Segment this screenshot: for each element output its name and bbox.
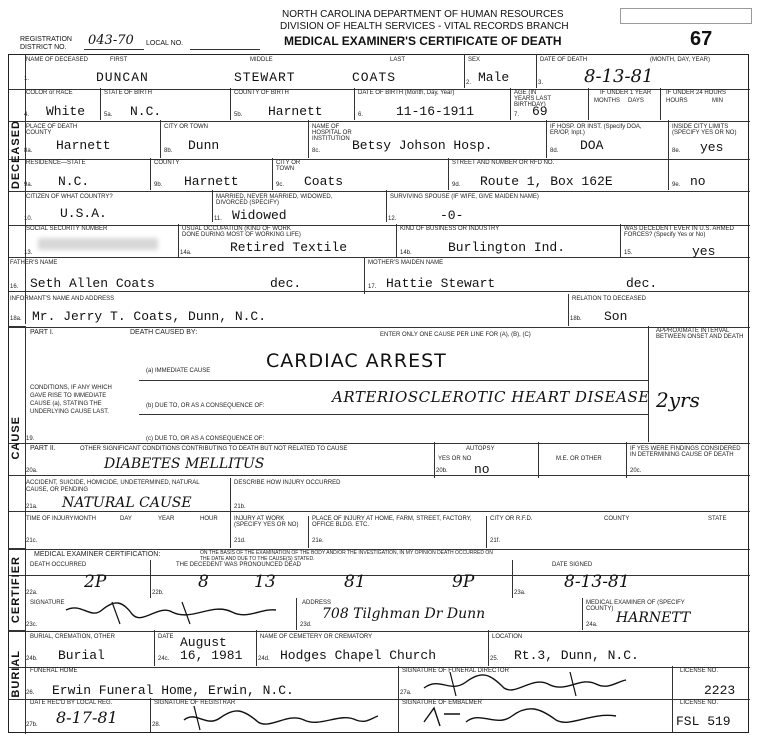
- num-24b: 24c.: [158, 656, 170, 662]
- label-hours: HOURS: [666, 98, 688, 104]
- num-20b: 20b.: [436, 468, 448, 474]
- value-informant: Mr. Jerry T. Coats, Dunn, N.C.: [32, 309, 267, 324]
- label-pronounced: THE DECEDENT WAS PRONOUNCED DEAD: [176, 562, 302, 568]
- row-rule: [9, 443, 750, 444]
- label-occupation: USUAL OCCUPATION (KIND OF WORK DONE DURING MOST OF WORKING LIFE): [182, 226, 301, 238]
- num-22a: 22a.: [26, 590, 38, 596]
- num-9e: 9e.: [672, 182, 681, 188]
- num-26: 27a.: [400, 690, 412, 696]
- label-sig-funeral-director: SIGNATURE OF FUNERAL DIRECTOR: [402, 668, 509, 674]
- col-rule: [538, 442, 539, 478]
- num-27a: 27b.: [26, 722, 38, 728]
- num-23c: 23d.: [300, 622, 312, 628]
- label-county-col: COUNTY: [604, 516, 630, 522]
- col-rule: [536, 54, 537, 88]
- col-rule: [364, 258, 365, 294]
- value-burial-date: August 16, 1981: [180, 635, 243, 663]
- num-25: 26.: [26, 690, 35, 696]
- num-20a: 20a.: [26, 468, 38, 474]
- corner-stamp-box: [620, 8, 752, 24]
- row-rule: [9, 159, 750, 160]
- row-rule: [9, 667, 750, 668]
- num-23b: 23c.: [26, 622, 38, 628]
- num-21f: 21f.: [490, 538, 501, 544]
- row-rule: [9, 291, 750, 292]
- col-rule: [626, 442, 627, 478]
- value-date-received: 8-17-81: [56, 708, 118, 727]
- col-rule: [212, 190, 213, 222]
- value-immediate-cause: CARDIAC ARREST: [266, 350, 447, 372]
- num-24a: 24b.: [26, 656, 38, 662]
- section-burial: BURIAL: [10, 650, 22, 698]
- num-17: 17.: [368, 284, 377, 290]
- label-one-cause: ENTER ONLY ONE CAUSE PER LINE FOR (A), (B), (C): [380, 332, 531, 338]
- section-certifier: CERTIFIER: [10, 556, 22, 624]
- col-rule: [648, 326, 649, 442]
- num-8a: 8a.: [24, 148, 33, 154]
- label-conditions: CONDITIONS, IF ANY WHICH GAVE RISE TO IMMEDIATE CAUSE (a), STATING THE UNDERLYING CAUSE LAST.: [30, 385, 112, 415]
- label-part1: PART I.: [30, 329, 54, 336]
- col-rule: [308, 120, 309, 158]
- label-if-yes: IF YES WERE FINDINGS CONSIDERED IN DETERMINING CAUSE OF DEATH: [630, 446, 741, 458]
- value-hospital: Betsy Johson Hosp.: [352, 138, 493, 153]
- label-death-occurred: DEATH OCCURRED: [30, 562, 87, 568]
- num-3: 3.: [538, 80, 544, 86]
- num-8d: 8d.: [550, 148, 559, 154]
- local-underline: [190, 49, 260, 50]
- value-mother: Hattie Stewart: [386, 276, 496, 291]
- label-state-col: STATE: [708, 516, 727, 522]
- row-rule: [9, 699, 750, 700]
- label-year: YEAR: [158, 516, 175, 522]
- num-2: 2.: [466, 80, 472, 86]
- label-me-cert-text: ON THE BASIS OF THE EXAMINATION OF THE BODY AND/OR THE INVESTIGATION, IN MY OPINION DEATH OCCURRED ON THE DATE AND DUE TO THE CAUSE(S) STATED.: [200, 550, 493, 562]
- num-18b: 18b.: [570, 316, 582, 322]
- value-cause-b: ARTERIOSCLEROTIC HEART DISEASE: [332, 388, 650, 406]
- registrar-signature: [180, 704, 380, 732]
- cause-rule: [139, 414, 649, 415]
- label-sex: SEX: [468, 57, 481, 63]
- value-first-name: DUNCAN: [96, 70, 149, 85]
- label-funeral-home: FUNERAL HOME: [30, 668, 78, 674]
- label-date-signed: DATE SIGNED: [552, 562, 593, 568]
- label-hour: HOUR: [200, 516, 218, 522]
- local-number-label: LOCAL NO.: [146, 40, 184, 47]
- certificate-title: MEDICAL EXAMINER'S CERTIFICATE OF DEATH: [284, 34, 562, 48]
- num-11: 11.: [214, 216, 222, 222]
- form-number: 67: [690, 28, 713, 50]
- num-21d: 21d.: [234, 538, 246, 544]
- num-21a: 21a.: [26, 504, 38, 510]
- value-marital: Widowed: [232, 208, 287, 223]
- col-rule: [396, 224, 397, 258]
- registration-district-label: REGISTRATION DISTRICT NO.: [20, 36, 72, 51]
- col-rule: [386, 190, 387, 222]
- label-residence-state: RESIDENCE—STATE: [26, 160, 86, 166]
- col-rule: [308, 516, 309, 548]
- label-date-birth: DATE OF BIRTH (Month, Day, Year): [358, 90, 455, 96]
- label-middle: MIDDLE: [250, 57, 273, 63]
- value-manner: NATURAL CAUSE: [62, 495, 192, 511]
- num-15: 15.: [624, 250, 633, 256]
- label-me-cert: MEDICAL EXAMINER CERTIFICATION:: [34, 551, 161, 558]
- section-deceased: DECEASED: [10, 120, 22, 190]
- label-street: STREET AND NUMBER OR RFD NO.: [452, 160, 555, 166]
- value-autopsy: no: [474, 462, 490, 477]
- value-state-birth: N.C.: [130, 104, 162, 119]
- col-rule: [582, 598, 583, 630]
- funeral-director-signature: [420, 670, 630, 698]
- label-if-hosp: IF HOSP. OR INST. (Specify DOA, ER/OP, Inpt.): [550, 124, 642, 136]
- num-1: 1.: [24, 76, 30, 82]
- label-sig-embalmer: SIGNATURE OF EMBALMER: [402, 700, 482, 706]
- label-death-caused-by: DEATH CAUSED BY:: [130, 329, 198, 336]
- col-rule: [546, 120, 547, 158]
- agency-line-1: NORTH CAROLINA DEPARTMENT OF HUMAN RESOURCES: [282, 9, 564, 20]
- label-under-1: IF UNDER 1 YEAR: [600, 90, 652, 96]
- value-date-signed: 8-13-81: [564, 572, 630, 592]
- label-under-24: IF UNDER 24 HOURS: [666, 90, 727, 96]
- value-pron-year: 81: [344, 572, 366, 592]
- col-rule: [354, 88, 355, 120]
- label-city-town: CITY OR TOWN: [164, 124, 209, 130]
- section-cause: CAUSE: [10, 416, 22, 460]
- label-hospital: NAME OF HOSPITAL OR INSTITUTION: [312, 124, 352, 142]
- label-interval: APPROXIMATE INTERVAL BETWEEN ONSET AND DEATH: [656, 328, 744, 340]
- value-death-city: Dunn: [188, 138, 220, 153]
- label-county-birth: COUNTY OF BIRTH: [234, 90, 289, 96]
- value-license-1: 2223: [704, 683, 736, 698]
- col-rule: [672, 666, 673, 732]
- embalmer-signature: [420, 704, 620, 732]
- label-res-city: CITY OR TOWN: [276, 160, 301, 172]
- value-date-of-death: 8-13-81: [584, 66, 654, 87]
- label-last: LAST: [390, 57, 406, 63]
- label-months: MONTHS: [594, 98, 620, 104]
- label-age: AGE (IN YEARS LAST BIRTHDAY): [514, 90, 551, 108]
- label-license-1: LICENSE NO.: [680, 668, 719, 674]
- value-citizen: U.S.A.: [60, 206, 107, 221]
- label-first: FIRST: [110, 57, 128, 63]
- value-age: 69: [532, 104, 548, 119]
- value-father-dec: dec.: [270, 276, 302, 291]
- value-last-name: COATS: [352, 70, 397, 85]
- num-7: 7.: [514, 112, 520, 118]
- label-due-b: (b) DUE TO, OR AS A CONSEQUENCE OF:: [146, 403, 265, 409]
- row-rule: [9, 257, 750, 258]
- col-rule: [272, 158, 273, 190]
- district-number: 043-70: [88, 33, 134, 48]
- value-license-2: FSL 519: [676, 714, 731, 729]
- value-inside-city-2: no: [690, 174, 706, 189]
- num-21b: 21b.: [234, 504, 246, 510]
- label-mother: MOTHER'S MAIDEN NAME: [368, 260, 444, 266]
- num-23a: 23a.: [514, 590, 526, 596]
- label-license-2: LICENSE NO.: [680, 700, 719, 706]
- district-underline: [84, 49, 144, 50]
- value-date-birth: 11-16-1911: [396, 104, 475, 119]
- label-relation: RELATION TO DECEASED: [572, 296, 647, 302]
- num-14a: 14a.: [180, 250, 192, 256]
- label-location: LOCATION: [492, 634, 523, 640]
- num-5a: 5a.: [104, 112, 113, 118]
- row-rule: [9, 475, 750, 476]
- col-rule: [398, 666, 399, 698]
- label-part2: PART II.: [30, 445, 56, 452]
- col-rule: [150, 698, 151, 732]
- num-27b: 28.: [152, 722, 161, 728]
- label-res-county: COUNTY: [154, 160, 180, 166]
- num-21e: 21e.: [312, 538, 324, 544]
- label-date-of-death: DATE OF DEATH: [540, 57, 588, 63]
- num-16: 16.: [10, 284, 19, 290]
- num-8e: 8e.: [672, 148, 681, 154]
- row-rule: [9, 511, 750, 512]
- value-father: Seth Allen Coats: [30, 276, 155, 291]
- num-24d: 25.: [490, 656, 499, 662]
- label-name: NAME OF DECEASED: [26, 57, 89, 63]
- col-rule: [568, 294, 569, 326]
- col-rule: [230, 478, 231, 516]
- value-relation: Son: [604, 309, 628, 324]
- label-signature: SIGNATURE: [30, 600, 65, 606]
- label-autopsy: AUTOPSY: [466, 446, 495, 452]
- value-sex: Male: [478, 70, 510, 85]
- agency-line-2: DIVISION OF HEALTH SERVICES - VITAL RECORDS BRANCH: [280, 21, 569, 32]
- col-rule: [668, 120, 669, 190]
- col-rule: [178, 224, 179, 258]
- col-rule: [256, 630, 257, 666]
- label-burial-type: BURIAL, CREMATION, OTHER: [30, 634, 115, 640]
- num-10: 10.: [24, 216, 33, 222]
- label-citizen: CITIZEN OF WHAT COUNTRY?: [26, 194, 113, 200]
- num-9d: 9d.: [452, 182, 461, 188]
- value-cemetery: Hodges Chapel Church: [280, 648, 437, 663]
- value-spouse: -0-: [440, 208, 464, 223]
- value-occupation: Retired Textile: [230, 240, 348, 255]
- label-immediate-cause: (a) IMMEDIATE CAUSE: [146, 368, 211, 374]
- label-informant: INFORMANT'S NAME AND ADDRESS: [10, 296, 115, 302]
- col-rule: [488, 630, 489, 666]
- label-due-c: (c) DUE TO, OR AS A CONSEQUENCE OF:: [146, 436, 265, 442]
- value-death-hour: 2P: [84, 572, 107, 592]
- num-12: 12.: [388, 216, 397, 222]
- col-rule: [660, 88, 661, 120]
- value-me-county: HARNETT: [616, 610, 691, 626]
- label-place-death-county: PLACE OF DEATH COUNTY: [26, 124, 78, 136]
- value-interval-b: 2yrs: [656, 388, 700, 412]
- label-inside-city-1: INSIDE CITY LIMITS (SPECIFY YES OR NO): [672, 124, 737, 136]
- num-20c: 20c.: [630, 468, 642, 474]
- num-6: 6.: [358, 112, 364, 118]
- col-rule: [296, 598, 297, 630]
- value-race: White: [46, 104, 86, 119]
- label-time-injury: TIME OF INJURY: [26, 516, 74, 522]
- value-other-conditions: DIABETES MELLITUS: [104, 456, 265, 472]
- value-me-address: 708 Tilghman Dr Dunn: [322, 606, 486, 622]
- label-city-rfd: CITY OR R.F.D.: [490, 516, 533, 522]
- label-cemetery: NAME OF CEMETERY OR CREMATORY: [260, 634, 373, 640]
- label-state-birth: STATE OF BIRTH: [104, 90, 153, 96]
- label-days: DAYS: [628, 98, 644, 104]
- col-rule: [486, 516, 487, 548]
- value-location: Rt.3, Dunn, N.C.: [514, 648, 639, 663]
- value-funeral-home: Erwin Funeral Home, Erwin, N.C.: [52, 683, 294, 698]
- row-rule: [9, 575, 750, 576]
- num-8c: 8c.: [312, 148, 321, 154]
- value-middle-name: STEWART: [234, 70, 296, 85]
- label-marital: MARRIED, NEVER MARRIED, WIDOWED, DIVORCED (SPECIFY): [216, 194, 333, 206]
- col-rule: [434, 442, 435, 478]
- col-rule: [230, 516, 231, 548]
- row-rule: [9, 327, 750, 328]
- value-res-city: Coats: [304, 174, 344, 189]
- value-street: Route 1, Box 162E: [480, 174, 613, 189]
- col-rule: [398, 698, 399, 732]
- label-date-burial: DATE: [158, 634, 174, 640]
- label-day: DAY: [120, 516, 132, 522]
- value-burial: Burial: [58, 648, 105, 663]
- num-22b: 22b.: [152, 590, 164, 596]
- col-rule: [588, 88, 589, 120]
- col-rule: [464, 54, 465, 88]
- num-24c: 24d.: [258, 656, 270, 662]
- label-other-significant: OTHER SIGNIFICANT CONDITIONS CONTRIBUTING TO DEATH BUT NOT RELATED TO CAUSE: [80, 446, 348, 452]
- cause-rule: [139, 380, 649, 381]
- label-me-other: M.E. OR OTHER: [556, 456, 602, 462]
- value-county-birth: Harnett: [268, 104, 323, 119]
- label-address: ADDRESS: [302, 600, 332, 606]
- num-9c: 9c.: [276, 182, 285, 188]
- col-rule: [150, 560, 151, 598]
- label-place-injury: PLACE OF INJURY AT HOME, FARM, STREET, FACTORY, OFFICE BLDG. ETC.: [312, 516, 472, 528]
- num-19: 19.: [26, 436, 35, 442]
- num-13: 13.: [24, 250, 33, 256]
- col-rule: [512, 560, 513, 598]
- label-me-of: MEDICAL EXAMINER OF (SPECIFY COUNTY): [586, 600, 685, 612]
- label-describe-injury: DESCRIBE HOW INJURY OCCURRED: [234, 480, 341, 486]
- num-8b: 8b.: [164, 148, 173, 154]
- label-injury-work: INJURY AT WORK (SPECIFY YES OR NO): [234, 516, 299, 528]
- row-rule: [9, 121, 750, 122]
- col-rule: [154, 630, 155, 666]
- label-spouse: SURVIVING SPOUSE (IF WIFE, GIVE MAIDEN NAME): [390, 194, 539, 200]
- label-ssn: SOCIAL SECURITY NUMBER: [26, 226, 108, 232]
- num-9b: 9b.: [154, 182, 163, 188]
- value-inside-city-1: yes: [700, 140, 724, 155]
- value-res-county: Harnett: [184, 174, 239, 189]
- value-res-state: N.C.: [58, 174, 90, 189]
- row-rule: [9, 631, 750, 632]
- value-business: Burlington Ind.: [448, 240, 566, 255]
- col-rule: [150, 158, 151, 190]
- label-sig-registrar: SIGNATURE OF REGISTRAR: [154, 700, 236, 706]
- col-rule: [160, 120, 161, 158]
- value-pron-day: 13: [254, 572, 276, 592]
- num-9a: 9a.: [24, 182, 33, 188]
- label-yes-no: YES OR NO: [438, 456, 472, 462]
- label-father: FATHER'S NAME: [10, 260, 58, 266]
- label-month: MONTH: [74, 516, 96, 522]
- col-rule: [230, 88, 231, 120]
- label-min: MIN: [712, 98, 723, 104]
- num-14b: 14b.: [400, 250, 412, 256]
- label-race: COLOR or RACE: [26, 90, 73, 96]
- num-23d: 24a.: [586, 622, 598, 628]
- value-hosp-status: DOA: [580, 138, 604, 153]
- col-rule: [510, 88, 511, 120]
- label-date-received: DATE REC'D BY LOCAL REG.: [30, 700, 113, 706]
- value-mother-dec: dec.: [626, 276, 658, 291]
- me-signature: [62, 598, 282, 628]
- num-5b: 5b.: [234, 112, 243, 118]
- value-death-county: Harnett: [56, 138, 111, 153]
- label-mdy: (MONTH, DAY, YEAR): [650, 57, 711, 63]
- row-rule: [9, 191, 750, 192]
- value-armed-forces: yes: [692, 244, 716, 259]
- num-4: 4.: [24, 112, 30, 118]
- ssn-redacted: [38, 238, 158, 250]
- value-pron-month: 8: [198, 572, 209, 592]
- col-rule: [448, 158, 449, 190]
- col-rule: [100, 88, 101, 120]
- label-business: KIND OF BUSINESS OR INDUSTRY: [400, 226, 500, 232]
- value-pron-hour: 9P: [452, 572, 475, 592]
- label-manner: ACCIDENT, SUICIDE, HOMICIDE, UNDETERMINED, NATURAL CAUSE, OR PENDING: [26, 480, 200, 493]
- num-21c: 21c.: [26, 538, 38, 544]
- col-rule: [620, 224, 621, 258]
- label-armed-forces: WAS DECEDENT EVER IN U.S. ARMED FORCES? (Specify Yes or No): [624, 226, 735, 238]
- num-18a: 18a.: [10, 316, 22, 322]
